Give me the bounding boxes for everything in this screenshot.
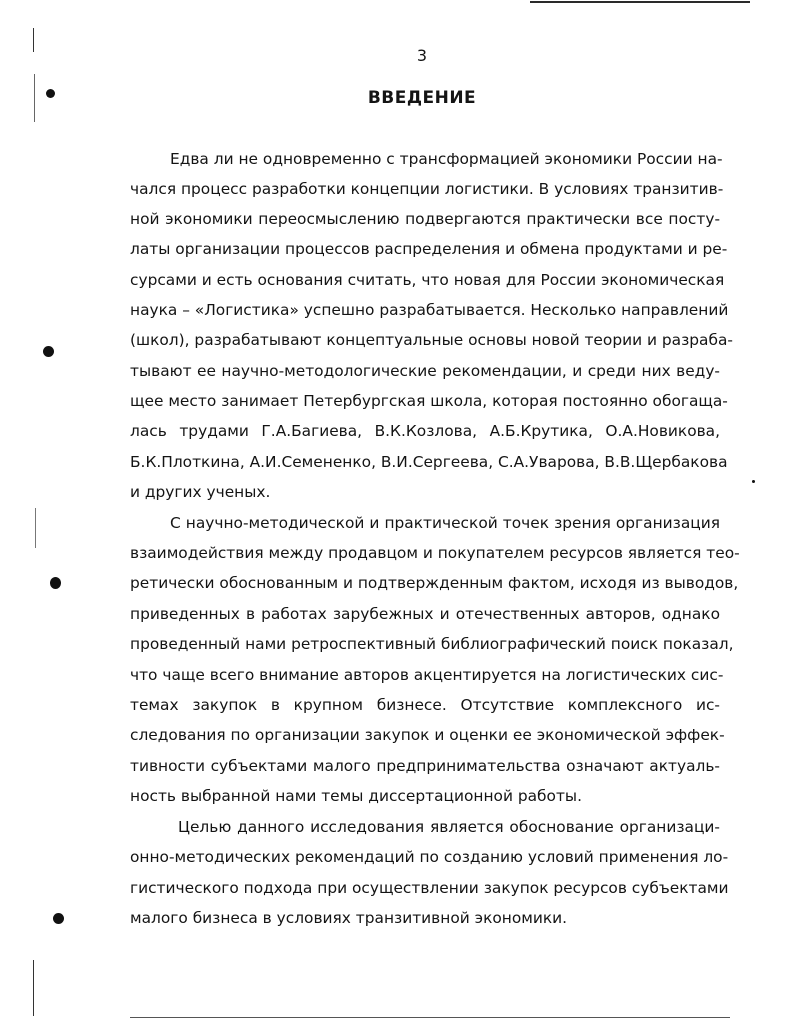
binder-hole-mark <box>43 346 54 357</box>
text-line: лась трудами Г.А.Багиева, В.К.Козлова, А.Б.Крутика, О.А.Новикова, <box>130 422 720 440</box>
text-line: гистического подхода при осуществлении закупок ресурсов субъектами <box>130 879 729 897</box>
text-line: ность выбранной нами темы диссертационной работы. <box>130 787 582 805</box>
binder-hole-mark <box>50 577 61 589</box>
scan-margin-mark <box>35 508 36 548</box>
scan-margin-mark <box>33 960 34 1016</box>
text-line: латы организации процессов распределения и обмена продуктами и ре- <box>130 240 728 258</box>
text-line: наука – «Логистика» успешно разрабатывается. Несколько направлений <box>130 301 729 319</box>
scan-edge-line-bottom <box>130 1017 730 1018</box>
scan-speck <box>752 480 755 483</box>
text-line: ретически обоснованным и подтвержденным фактом, исходя из выводов, <box>130 574 739 592</box>
text-line: приведенных в работах зарубежных и отечественных авторов, однако <box>130 605 720 623</box>
text-line: малого бизнеса в условиях транзитивной экономики. <box>130 909 568 927</box>
text-line: сурсами и есть основания считать, что новая для России экономическая <box>130 271 725 289</box>
text-line: взаимодействия между продавцом и покупателем ресурсов является тео- <box>130 544 740 562</box>
text-line: тывают ее научно-методологические рекомендации, и среди них веду- <box>130 362 720 380</box>
text-line: Б.К.Плоткина, А.И.Семененко, В.И.Сергеева, С.А.Уварова, В.В.Щербакова <box>130 453 728 471</box>
section-heading: ВВЕДЕНИЕ <box>367 88 477 108</box>
text-line: онно-методических рекомендаций по созданию условий применения ло- <box>130 848 729 866</box>
text-line: щее место занимает Петербургская школа, которая постоянно обогаща- <box>130 392 728 410</box>
binder-hole-mark <box>53 913 64 924</box>
text-line: Целью данного исследования является обоснование организаци- <box>178 818 720 836</box>
scan-edge-line-top <box>530 1 750 3</box>
page-number: 3 <box>416 46 428 65</box>
text-line: ной экономики переосмыслению подвергаются практически все посту- <box>130 210 720 228</box>
text-line: и других ученых. <box>130 483 271 501</box>
text-line: проведенный нами ретроспективный библиографический поиск показал, <box>130 635 734 653</box>
text-line: тивности субъектами малого предпринимательства означают актуаль- <box>130 757 720 775</box>
text-line: темах закупок в крупном бизнесе. Отсутствие комплексного ис- <box>130 696 720 714</box>
text-line: (школ), разрабатывают концептуальные основы новой теории и разраба- <box>130 331 733 349</box>
text-line: следования по организации закупок и оценки ее экономической эффек- <box>130 726 725 744</box>
text-line: Едва ли не одновременно с трансформацией экономики России на- <box>170 150 723 168</box>
text-line: С научно-методической и практической точек зрения организация <box>170 514 720 532</box>
text-line: что чаще всего внимание авторов акцентируется на логистических сис- <box>130 666 724 684</box>
text-line: чался процесс разработки концепции логистики. В условиях транзитив- <box>130 180 724 198</box>
